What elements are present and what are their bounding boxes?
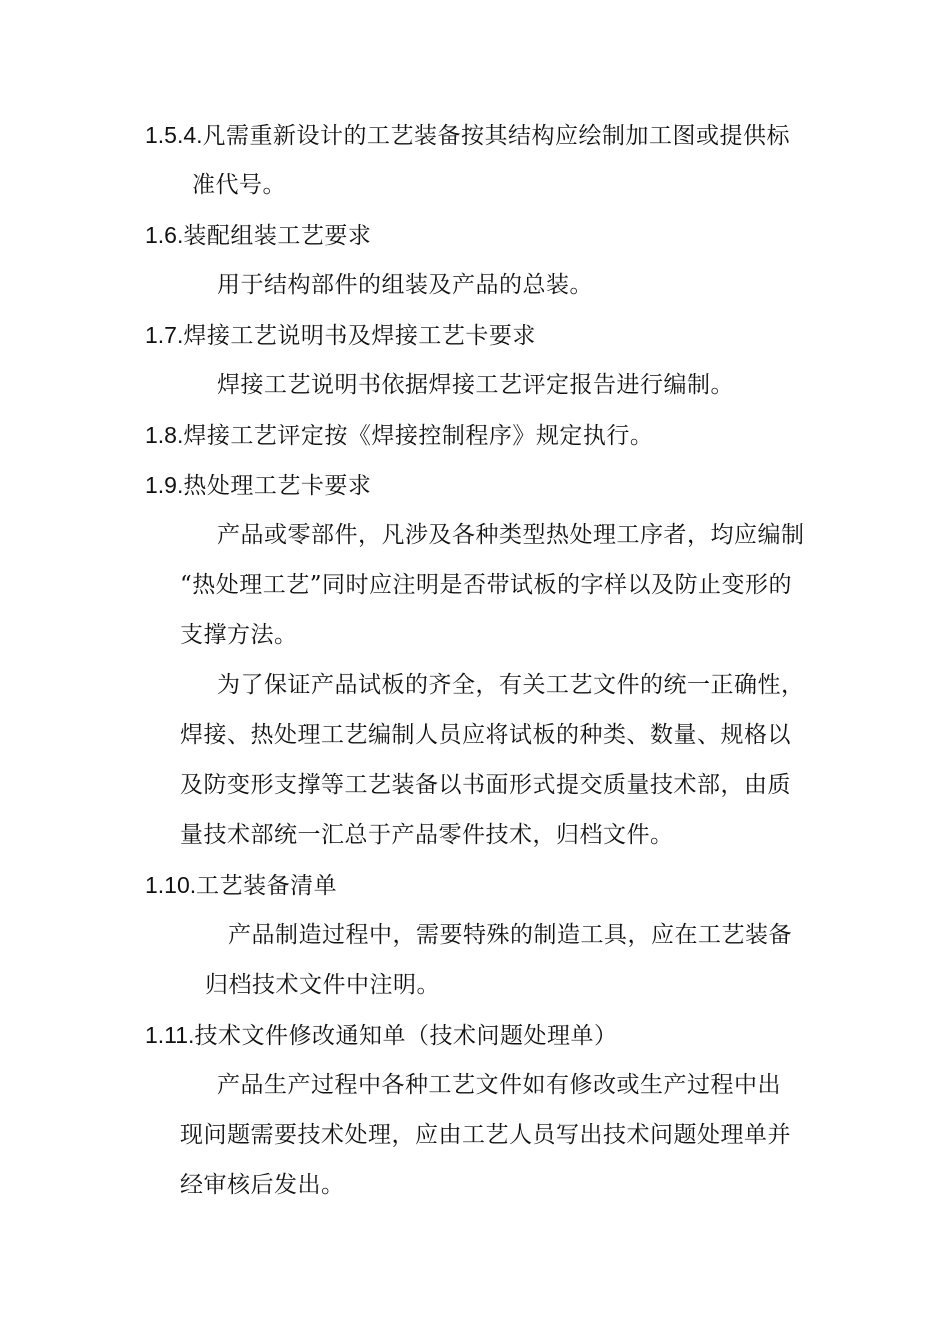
paragraph-line: 经审核后发出。 (180, 1172, 345, 1198)
section-heading-text: 焊接工艺说明书及焊接工艺卡要求 (183, 323, 536, 349)
section-heading-text: 装配组装工艺要求 (183, 223, 372, 249)
paragraph-line: 归档技术文件中注明。 (205, 972, 440, 998)
section-heading-1-6 (145, 220, 371, 251)
paragraph-line: 现问题需要技术处理，应由工艺人员写出技术问题处理单并 (180, 1122, 791, 1148)
section-heading-1-9 (145, 470, 371, 501)
section-heading-1-10 (145, 870, 337, 901)
section-heading-text: 技术文件修改通知单（技术问题处理单） (194, 1023, 618, 1049)
paragraph-line: 为了保证产品试板的齐全，有关工艺文件的统一正确性， (217, 672, 805, 698)
section-heading-1-5-4 (145, 120, 790, 151)
paragraph-line: 产品制造过程中，需要特殊的制造工具，应在工艺装备 (228, 922, 792, 948)
section-heading-text: 凡需重新设计的工艺装备按其结构应绘制加工图或提供标 (202, 123, 791, 149)
paragraph-line: 产品生产过程中各种工艺文件如有修改或生产过程中出 (217, 1072, 781, 1098)
section-number: 1.7. (145, 322, 184, 348)
section-number: 1.8. (145, 422, 184, 448)
section-heading-1-11 (145, 1020, 617, 1051)
section-heading-text: 热处理工艺卡要求 (183, 473, 372, 499)
paragraph-line: 用于结构部件的组装及产品的总装。 (217, 272, 593, 298)
section-number: 1.5.4. (145, 122, 203, 148)
paragraph-line: 支撑方法。 (180, 622, 298, 648)
paragraph-line: 及防变形支撑等工艺装备以书面形式提交质量技术部，由质 (180, 772, 791, 798)
section-heading-text: 工艺装备清单 (196, 873, 338, 899)
paragraph-line: 焊接工艺说明书依据焊接工艺评定报告进行编制。 (217, 372, 734, 398)
section-heading-1-7 (145, 320, 536, 351)
section-heading-1-8 (145, 420, 653, 451)
paragraph-line: 产品或零部件，凡涉及各种类型热处理工序者，均应编制 (217, 522, 805, 548)
section-heading-continuation: 准代号。 (192, 172, 286, 198)
section-number: 1.10. (145, 872, 197, 898)
section-number: 1.9. (145, 472, 184, 498)
paragraph-line: 量技术部统一汇总于产品零件技术，归档文件。 (180, 822, 674, 848)
section-heading-text: 焊接工艺评定按《焊接控制程序》规定执行。 (183, 423, 654, 449)
paragraph-line: “热处理工艺”同时应注明是否带试板的字样以及防止变形的 (180, 572, 793, 598)
section-number: 1.11. (145, 1022, 195, 1048)
section-number: 1.6. (145, 222, 184, 248)
paragraph-line: 焊接、热处理工艺编制人员应将试板的种类、数量、规格以 (180, 722, 791, 748)
